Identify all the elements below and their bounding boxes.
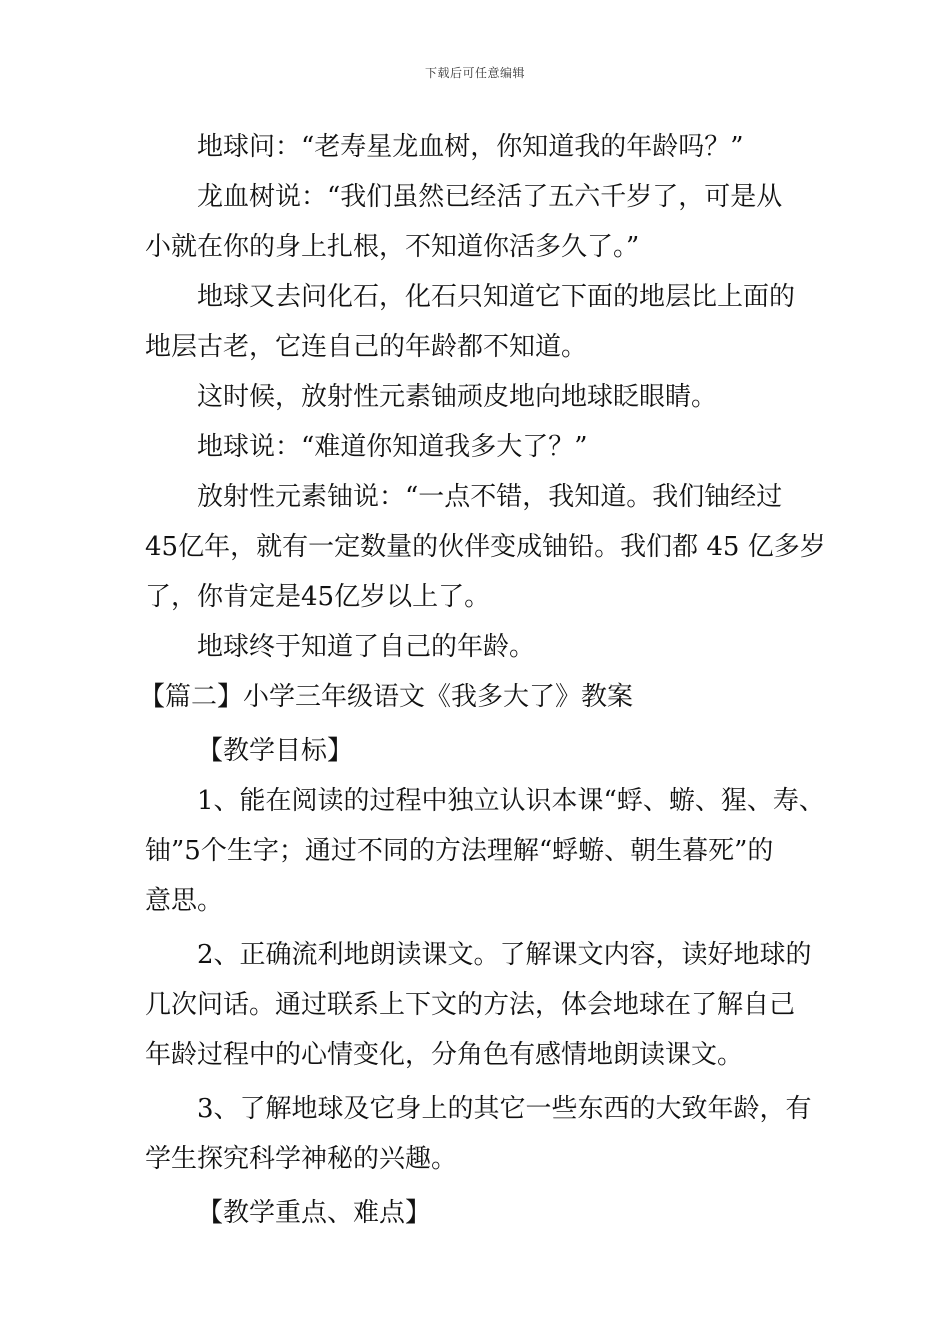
paragraph-line: 龙血树说：“我们虽然已经活了五六千岁了，可是从 (197, 182, 783, 212)
paragraph-line: 几次问话。通过联系上下文的方法，体会地球在了解自己 (145, 990, 796, 1020)
paragraph-line: 了，你肯定是45亿岁以上了。 (145, 582, 491, 612)
paragraph-line: 这时候，放射性元素铀顽皮地向地球眨眼睛。 (197, 382, 718, 412)
paragraph-line: 学生探究科学神秘的兴趣。 (145, 1144, 458, 1174)
paragraph-line: 铀”5个生字；通过不同的方法理解“蜉蝣、朝生暮死”的 (145, 836, 774, 866)
paragraph-line: 地球终于知道了自己的年龄。 (197, 632, 536, 662)
section-heading: 【篇二】小学三年级语文《我多大了》教案 (139, 682, 634, 712)
paragraph-line: 2、正确流利地朗读课文。了解课文内容，读好地球的 (197, 940, 812, 970)
paragraph-line: 地层古老，它连自己的年龄都不知道。 (145, 332, 588, 362)
paragraph-line: 地球说：“难道你知道我多大了？” (197, 432, 588, 462)
paragraph-line: 3、了解地球及它身上的其它一些东西的大致年龄，有 (197, 1094, 812, 1124)
paragraph-line: 小就在你的身上扎根，不知道你活多久了。” (145, 232, 640, 262)
document-body (139, 122, 826, 1238)
header-note: 下载后可任意编辑 (424, 66, 525, 80)
subsection-heading: 【教学重点、难点】 (197, 1198, 432, 1228)
paragraph-line: 地球又去问化石，化石只知道它下面的地层比上面的 (197, 282, 796, 312)
paragraph-line: 1、能在阅读的过程中独立认识本课“蜉、蝣、猩、寿、 (197, 786, 825, 816)
paragraph-line: 45亿年，就有一定数量的伙伴变成铀铅。我们都 45 亿多岁 (145, 532, 826, 562)
paragraph-line: 年龄过程中的心情变化，分角色有感情地朗读课文。 (145, 1040, 744, 1070)
subsection-heading: 【教学目标】 (197, 736, 354, 766)
paragraph-line: 放射性元素铀说：“一点不错，我知道。我们铀经过 (197, 482, 783, 512)
paragraph-line: 地球问：“老寿星龙血树，你知道我的年龄吗？” (197, 132, 744, 162)
paragraph-line: 意思。 (145, 886, 224, 916)
